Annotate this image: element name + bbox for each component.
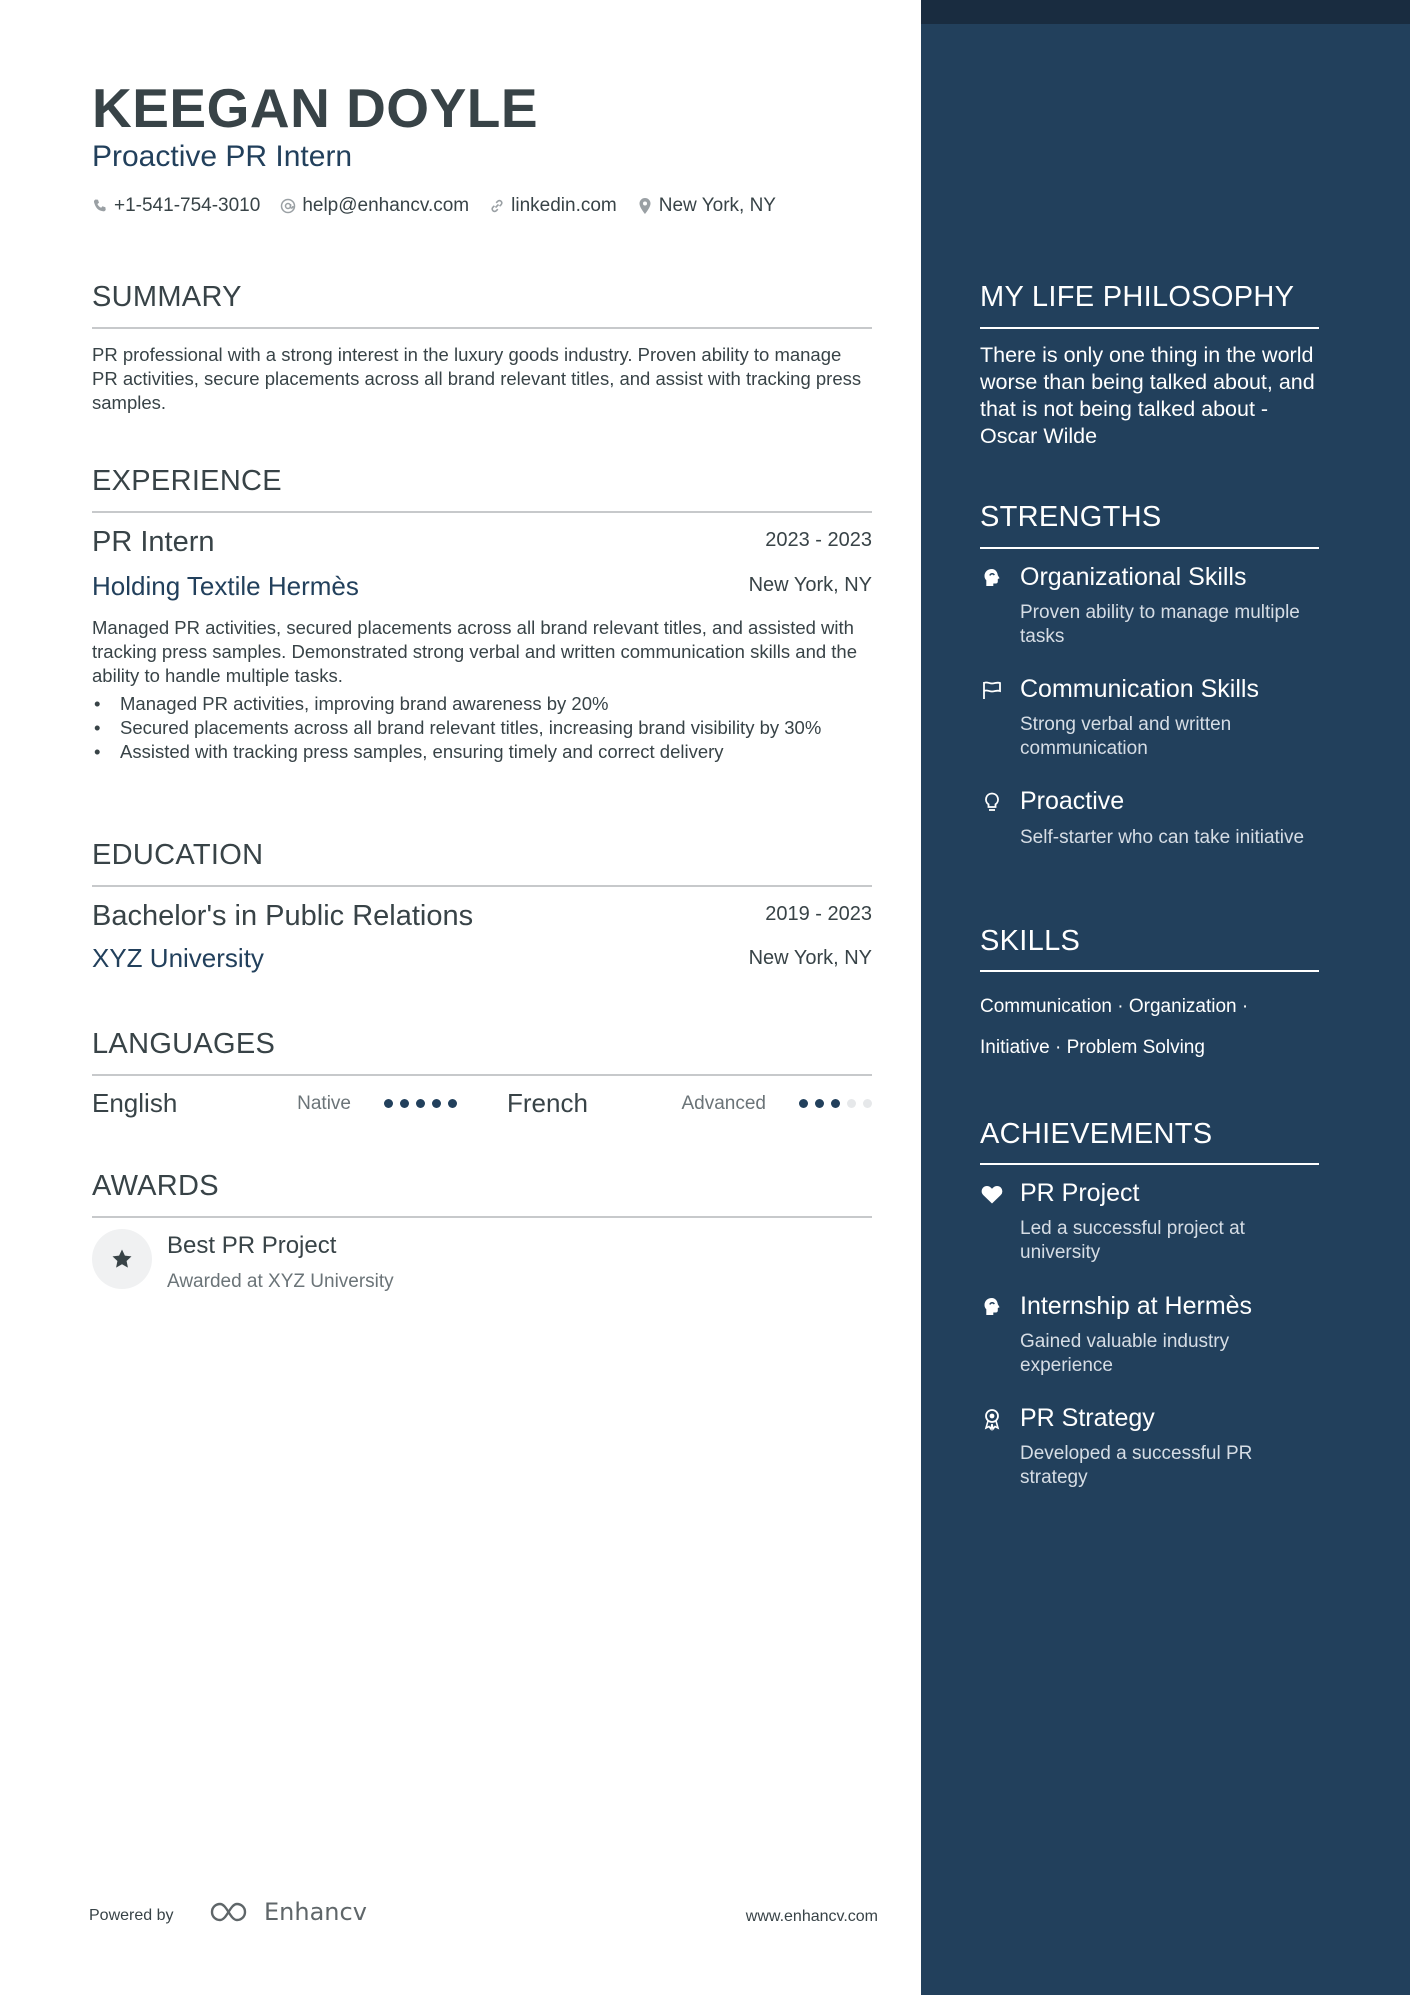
- experience-description: Managed PR activities, secured placements across all brand relevant titles, and assisted with tracking press samples. Demonstrated strong verbal and written communication skills and the ability to handle multiple tasks.: [92, 617, 858, 686]
- languages-divider: [92, 1074, 872, 1076]
- skills-line: Initiative · Problem Solving: [980, 1037, 1205, 1058]
- education-degree: Bachelor's in Public Relations: [92, 900, 474, 932]
- strength-desc: Strong verbal and written communication: [1020, 714, 1232, 759]
- achievement-desc: Gained valuable industry experience: [1020, 1331, 1230, 1376]
- education-location: New York, NY: [748, 947, 872, 969]
- proficiency-dot-filled: [400, 1099, 409, 1108]
- contact-linkedin-text: linkedin.com: [511, 195, 617, 216]
- awards-heading: AWARDS: [92, 1170, 219, 1202]
- summary-divider: [92, 327, 872, 329]
- candidate-title: Proactive PR Intern: [92, 140, 353, 173]
- footer-url[interactable]: www.enhancv.com: [745, 1908, 878, 1925]
- contact-phone[interactable]: [92, 195, 260, 217]
- proficiency-dot-filled: [448, 1099, 457, 1108]
- experience-bullet: • Secured placements across all brand relevant titles, increasing brand visibility by 30%: [92, 716, 872, 740]
- languages-heading: LANGUAGES: [92, 1028, 276, 1060]
- skills-line: Communication · Organization ·: [980, 996, 1249, 1017]
- sidebar-top-bar: [921, 0, 1410, 24]
- phone-icon: [92, 198, 108, 214]
- education-dates: 2019 - 2023: [765, 903, 872, 925]
- language-name-french: French: [507, 1088, 588, 1118]
- link-icon: [489, 198, 505, 214]
- candidate-name: KEEGAN DOYLE: [92, 77, 539, 139]
- brain-icon: [980, 1295, 1004, 1319]
- proficiency-dot-empty: [847, 1099, 856, 1108]
- flag-icon: [980, 678, 1004, 702]
- summary-heading: SUMMARY: [92, 281, 242, 313]
- language-level-english: Native: [297, 1093, 351, 1114]
- brain-icon: [980, 566, 1004, 590]
- footer-logo[interactable]: [208, 1898, 367, 1926]
- philosophy-heading: MY LIFE PHILOSOPHY: [980, 281, 1295, 313]
- experience-bullets: [92, 692, 872, 764]
- experience-bullet: • Managed PR activities, improving brand awareness by 20%: [92, 692, 872, 716]
- achievement-desc: Led a successful project at university: [1020, 1218, 1245, 1263]
- skills-list: [980, 986, 1319, 1068]
- contact-location-text: New York, NY: [658, 195, 776, 216]
- experience-dates: 2023 - 2023: [765, 529, 872, 551]
- strengths-heading: STRENGTHS: [980, 501, 1162, 533]
- contact-phone-text: +1-541-754-3010: [114, 195, 261, 216]
- achievement-title: PR Project: [1020, 1179, 1140, 1207]
- award-subtitle: Awarded at XYZ University: [167, 1271, 394, 1292]
- proficiency-dot-filled: [432, 1099, 441, 1108]
- at-icon: [280, 198, 296, 214]
- experience-divider: [92, 511, 872, 513]
- skills-divider: [980, 970, 1319, 972]
- proficiency-dot-empty: [863, 1099, 872, 1108]
- contact-email-text: help@enhancv.com: [302, 195, 470, 216]
- philosophy-quote: There is only one thing in the world worse than being talked about, and that is not being talked about - Oscar Wilde: [980, 343, 1315, 448]
- contact-email[interactable]: [280, 195, 469, 217]
- contact-linkedin[interactable]: [489, 195, 617, 217]
- language-dots-french: [799, 1099, 879, 1108]
- language-name-english: English: [92, 1088, 178, 1118]
- experience-heading: EXPERIENCE: [92, 465, 282, 497]
- awards-divider: [92, 1216, 872, 1218]
- heart-icon: [980, 1182, 1004, 1206]
- education-divider: [92, 885, 872, 887]
- strength-desc: Self-starter who can take initiative: [1020, 827, 1305, 848]
- award-title: Best PR Project: [167, 1232, 337, 1259]
- strengths-divider: [980, 547, 1319, 549]
- proficiency-dot-filled: [416, 1099, 425, 1108]
- experience-location: New York, NY: [748, 574, 872, 596]
- philosophy-divider: [980, 327, 1319, 329]
- footer-brand: Enhancv: [264, 1898, 367, 1926]
- strength-title: Proactive: [1020, 787, 1125, 815]
- strength-title: Communication Skills: [1020, 675, 1259, 703]
- achievements-divider: [980, 1163, 1319, 1165]
- experience-bullet: • Assisted with tracking press samples, ensuring timely and correct delivery: [92, 740, 872, 764]
- education-heading: EDUCATION: [92, 839, 264, 871]
- experience-company: Holding Textile Hermès: [92, 571, 359, 601]
- achievement-desc: Developed a successful PR strategy: [1020, 1443, 1253, 1488]
- star-icon: [110, 1247, 134, 1271]
- experience-role: PR Intern: [92, 526, 215, 558]
- education-school: XYZ University: [92, 943, 264, 973]
- award-icon: [980, 1407, 1004, 1431]
- achievements-heading: ACHIEVEMENTS: [980, 1118, 1213, 1150]
- contact-location: [637, 195, 776, 217]
- lightbulb-icon: [980, 790, 1004, 814]
- achievement-title: PR Strategy: [1020, 1404, 1155, 1432]
- contact-bar: [92, 193, 796, 219]
- proficiency-dot-filled: [384, 1099, 393, 1108]
- strength-title: Organizational Skills: [1020, 563, 1247, 591]
- skills-heading: SKILLS: [980, 925, 1081, 957]
- location-icon: [637, 197, 653, 215]
- award-badge: [92, 1229, 152, 1289]
- proficiency-dot-filled: [831, 1099, 840, 1108]
- summary-text: PR professional with a strong interest in the luxury goods industry. Proven ability to manage PR activities, secure placements across all brand relevant titles, and assist with tracking press samples.: [92, 344, 862, 413]
- language-dots-english: [384, 1099, 464, 1108]
- enhancv-logo-icon: [208, 1899, 256, 1925]
- proficiency-dot-filled: [799, 1099, 808, 1108]
- footer-powered-by: Powered by: [89, 1907, 174, 1924]
- strength-desc: Proven ability to manage multiple tasks: [1020, 602, 1300, 647]
- proficiency-dot-filled: [815, 1099, 824, 1108]
- achievement-title: Internship at Hermès: [1020, 1292, 1253, 1320]
- language-level-french: Advanced: [681, 1093, 766, 1114]
